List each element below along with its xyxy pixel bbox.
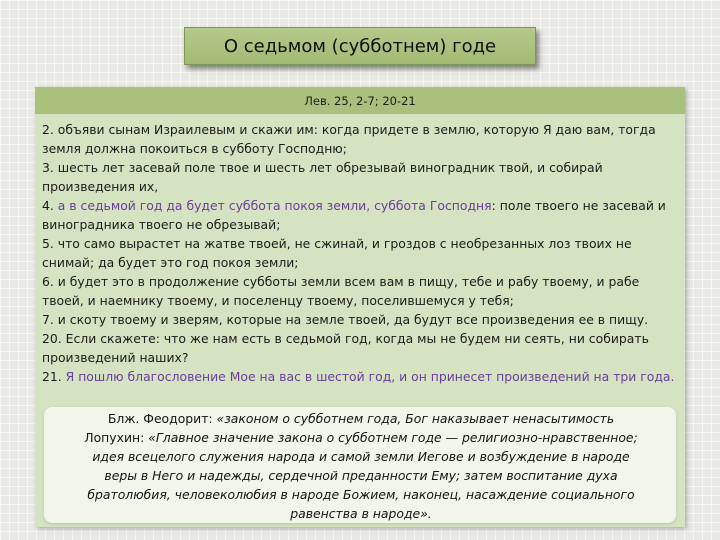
theodoret-quote — [81, 409, 641, 428]
verse-4-number: 4. — [42, 198, 58, 213]
verse-5: 5. что само вырастет на жатве твоей, не сжинай, и гроздов с необрезанных лоз твоих не снимай; да будет это год покоя земли; — [42, 236, 632, 270]
theodoret-author: Блж. Феодорит: — [107, 411, 217, 426]
lopukhin-text: «Главное значение закона о субботнем годе — религиозно-нравственное; идея всецелого служения народа и самой земли Иегове и возбуждение в народе веры в Него и надежды, сердечной преданности Ему; затем воспитание духа братолюбия, человеколюбия в народе Божием, наконец, насаждение социального равенства в народе». — [87, 430, 638, 521]
lopukhin-quote — [81, 428, 641, 523]
verse-6: 6. и будет это в продолжение субботы земли всем вам в пищу, тебе и рабу твоему, и рабе твоей, и наемнику твоему, и поселенцу твоему, поселившемуся у тебя; — [42, 274, 640, 308]
verse-20: 20. Если скажете: что же нам есть в седьмой год, когда мы не будем ни сеять, ни собирать произведений наших? — [42, 331, 649, 365]
slide-title — [184, 27, 536, 65]
theodoret-text: «законом о субботнем года, Бог наказывает ненасытимость — [216, 411, 615, 426]
scripture-reference: Лев. 25, 2-7; 20-21 — [304, 93, 416, 108]
lopukhin-author: Лопухин: — [84, 430, 149, 445]
verse-list — [42, 120, 682, 386]
verse-7: 7. и скоту твоему и зверям, которые на земле твоей, да будут все произведения ее в пищу. — [42, 312, 649, 327]
verse-4-highlight: а в седьмой год да будет суббота покоя земли, суббота Господня — [57, 198, 492, 213]
verse-21-highlight: Я пошлю благословение Мое на вас в шестой год, и он принесет произведений на три года. — [65, 369, 675, 384]
verse-21 — [42, 367, 682, 386]
slide-title-text: О седьмом (субботнем) годе — [223, 35, 497, 57]
verse-21-number: 21. — [42, 369, 66, 384]
scripture-reference-bar — [35, 87, 685, 114]
verse-4-rest: : поле твоего не засевай и виноградника твоего не обрезывай; — [42, 198, 666, 232]
content-panel — [35, 87, 685, 527]
verse-2: 2. объяви сынам Израилевым и скажи им: когда придете в землю, которую Я даю вам, тогда земля должна покоиться в субботу Господню; — [42, 122, 656, 156]
verse-3: 3. шесть лет засевай поле твое и шесть лет обрезывай виноградник твой, и собирай произведения их, — [42, 160, 603, 194]
verse-4 — [42, 196, 682, 234]
commentary-text — [81, 409, 641, 523]
